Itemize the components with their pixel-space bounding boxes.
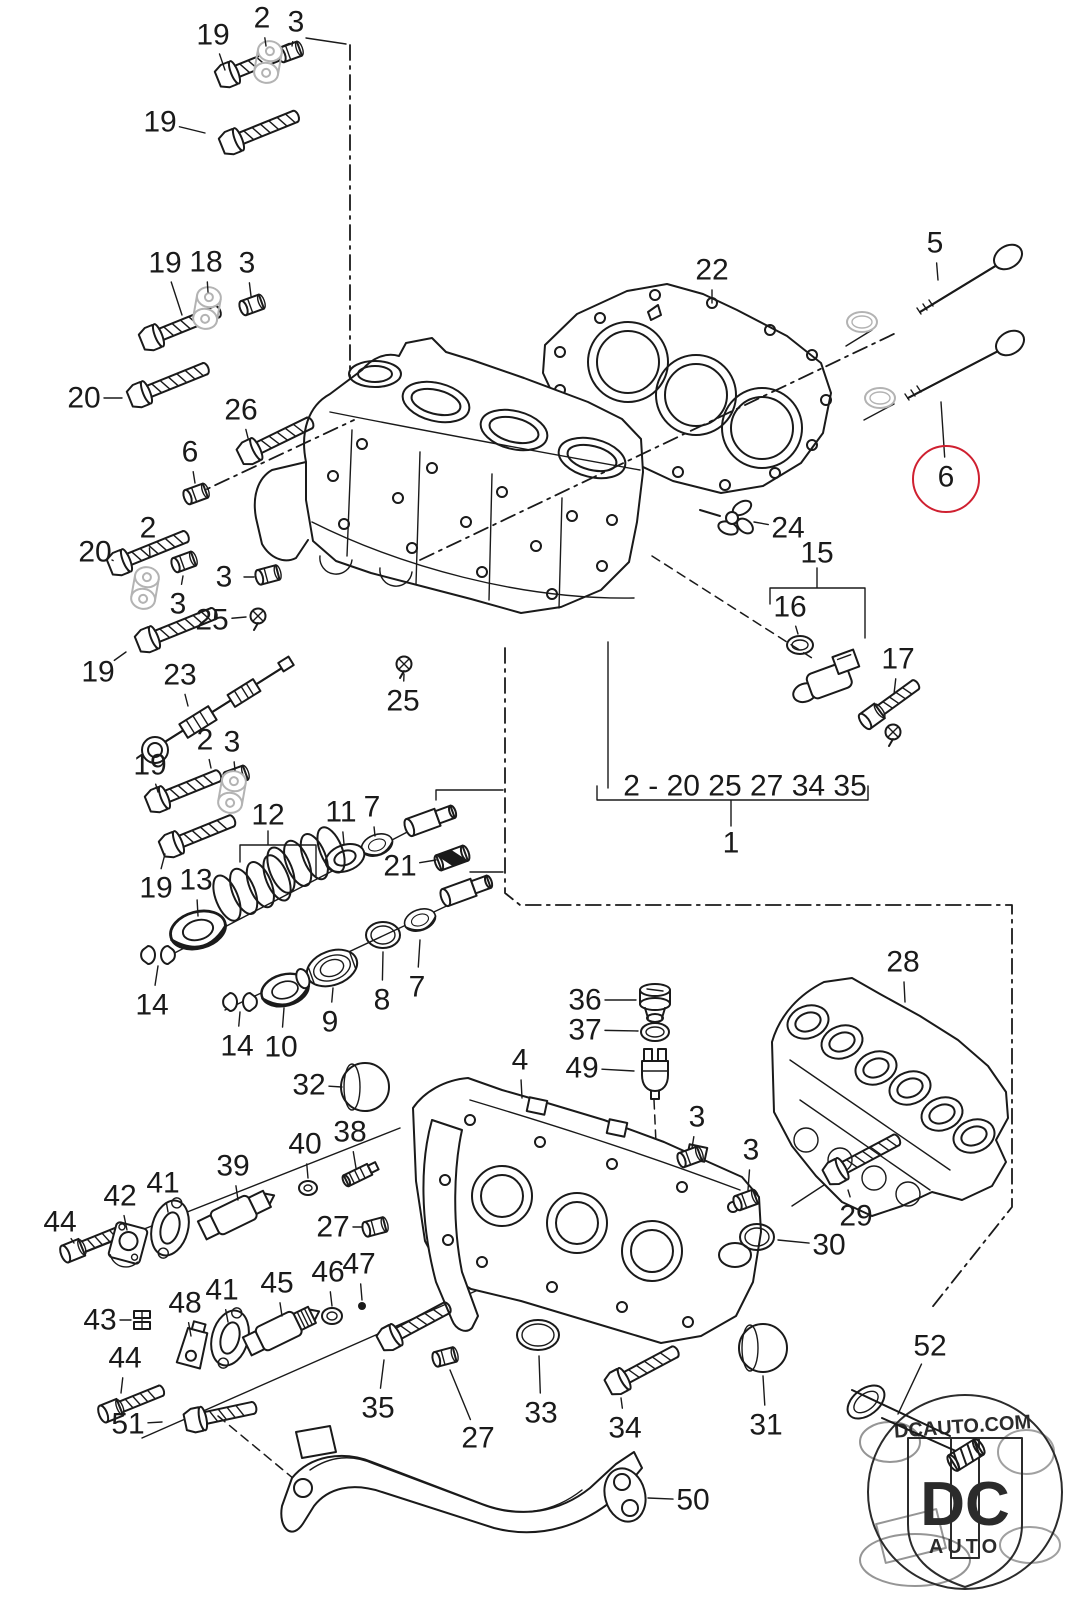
leader-line bbox=[602, 1069, 634, 1071]
callout-37: 37 bbox=[568, 1013, 602, 1047]
callout-18: 18 bbox=[189, 245, 223, 279]
callout-2---20-25-27-34-35: 2 - 20 25 27 34 35 bbox=[623, 769, 867, 803]
leader-line bbox=[382, 952, 383, 980]
leader-line bbox=[937, 263, 938, 280]
callout-32: 32 bbox=[292, 1068, 326, 1102]
callout-19: 19 bbox=[81, 655, 115, 689]
leader-line bbox=[112, 560, 113, 561]
callout-4: 4 bbox=[511, 1043, 529, 1077]
part-p bbox=[238, 294, 267, 317]
leader-line bbox=[121, 1378, 123, 1393]
leader-line bbox=[332, 988, 333, 1002]
callout-9: 9 bbox=[321, 1005, 339, 1039]
part-p bbox=[254, 564, 283, 585]
watermark-brand: DC bbox=[920, 1470, 1010, 1539]
part-s bbox=[251, 609, 266, 631]
callout-47: 47 bbox=[342, 1247, 376, 1281]
leader-line bbox=[280, 1303, 282, 1316]
leader-line bbox=[621, 1398, 622, 1408]
callout-3: 3 bbox=[688, 1100, 706, 1134]
part-c bbox=[401, 905, 438, 935]
leader-line bbox=[179, 127, 205, 133]
part-p bbox=[431, 1346, 460, 1367]
callout-29: 29 bbox=[839, 1199, 873, 1233]
callout-7: 7 bbox=[363, 790, 381, 824]
leader-line bbox=[207, 282, 208, 292]
callout-24: 24 bbox=[771, 511, 805, 545]
leader-line bbox=[292, 42, 293, 46]
leader-line bbox=[941, 402, 945, 457]
callout-51: 51 bbox=[111, 1407, 145, 1441]
callout-11: 11 bbox=[325, 795, 357, 829]
part-r bbox=[847, 312, 877, 332]
dc-auto-watermark bbox=[860, 1395, 1062, 1589]
leader-line bbox=[171, 282, 182, 315]
callout-3: 3 bbox=[169, 587, 187, 621]
callout-19: 19 bbox=[143, 105, 177, 139]
callout-19: 19 bbox=[133, 748, 167, 782]
callout-16: 16 bbox=[773, 590, 807, 624]
part-r bbox=[517, 1320, 559, 1350]
callout-44: 44 bbox=[43, 1205, 77, 1239]
valve-cover bbox=[413, 1078, 761, 1343]
part-b bbox=[183, 1395, 259, 1434]
leader-line bbox=[185, 694, 188, 706]
leader-line bbox=[197, 900, 198, 916]
part-f bbox=[785, 650, 864, 707]
leader-line bbox=[418, 940, 420, 967]
callout-3: 3 bbox=[287, 5, 305, 39]
callout-30: 30 bbox=[812, 1228, 846, 1262]
part-p bbox=[361, 1216, 390, 1237]
callout-3: 3 bbox=[742, 1133, 760, 1167]
leader-line bbox=[353, 1152, 356, 1168]
callout-23: 23 bbox=[163, 658, 197, 692]
part-g bbox=[145, 1193, 196, 1262]
part-b bbox=[375, 1296, 456, 1354]
part-r bbox=[299, 1181, 317, 1195]
part-o bbox=[640, 984, 670, 1022]
part-m bbox=[739, 1324, 787, 1372]
part-l bbox=[130, 565, 161, 611]
callout-2: 2 bbox=[196, 723, 214, 757]
callout-10: 10 bbox=[264, 1030, 298, 1064]
leader-line bbox=[148, 1422, 162, 1423]
callout-19: 19 bbox=[196, 18, 230, 52]
part-k bbox=[857, 676, 923, 731]
callout-25: 25 bbox=[195, 603, 229, 637]
callout-28: 28 bbox=[886, 945, 920, 979]
part-v bbox=[433, 844, 471, 871]
callout-45: 45 bbox=[260, 1266, 294, 1300]
callout-14: 14 bbox=[220, 1029, 254, 1063]
part-j bbox=[134, 1311, 150, 1329]
leader-line bbox=[605, 1030, 638, 1031]
part-p bbox=[170, 551, 199, 574]
part-s bbox=[886, 725, 901, 747]
callout-34: 34 bbox=[608, 1411, 642, 1445]
callout-8: 8 bbox=[373, 983, 391, 1017]
leader-line bbox=[155, 966, 158, 985]
callout-3: 3 bbox=[238, 246, 256, 280]
part-e bbox=[141, 946, 175, 964]
callout-3: 3 bbox=[215, 560, 233, 594]
callout-26: 26 bbox=[224, 393, 258, 427]
part-b bbox=[603, 1340, 684, 1398]
callout-13: 13 bbox=[179, 863, 213, 897]
part-w bbox=[402, 802, 458, 837]
callout-36: 36 bbox=[568, 983, 602, 1017]
leader-line bbox=[330, 1292, 332, 1306]
leader-line bbox=[420, 860, 436, 863]
callout-19: 19 bbox=[139, 871, 173, 905]
part-r bbox=[865, 388, 895, 408]
leader-line bbox=[796, 626, 798, 634]
callout-46: 46 bbox=[311, 1255, 345, 1289]
watermark-sub: AUTO bbox=[928, 1536, 1002, 1558]
leader-line bbox=[329, 1086, 342, 1087]
callout-20: 20 bbox=[78, 535, 112, 569]
leader-line bbox=[343, 832, 344, 844]
leader-line bbox=[307, 1164, 308, 1178]
callout-35: 35 bbox=[361, 1391, 395, 1425]
callout-19: 19 bbox=[148, 246, 182, 280]
part-y bbox=[642, 1049, 668, 1099]
leader-line bbox=[239, 1012, 240, 1026]
leader-line bbox=[193, 472, 195, 483]
leader-line bbox=[778, 1240, 809, 1243]
callout-3: 3 bbox=[223, 725, 241, 759]
callout-12: 12 bbox=[251, 798, 285, 832]
leader-line bbox=[182, 576, 183, 584]
leader-line bbox=[904, 982, 905, 1002]
leader-line bbox=[161, 854, 165, 869]
part-b bbox=[157, 809, 239, 861]
leader-line bbox=[283, 1008, 284, 1027]
part-w bbox=[438, 872, 494, 907]
callout-27: 27 bbox=[461, 1421, 495, 1455]
part-p bbox=[182, 483, 211, 506]
leader-line bbox=[648, 1498, 673, 1499]
leader-line bbox=[361, 1284, 362, 1300]
leader-line bbox=[149, 548, 150, 556]
watermark-url: DCAUTO.COM bbox=[893, 1411, 1032, 1443]
callout-5: 5 bbox=[926, 226, 944, 260]
part-e bbox=[223, 993, 257, 1011]
leader-line bbox=[114, 652, 126, 660]
callout-22: 22 bbox=[695, 253, 729, 287]
part-r bbox=[641, 1023, 669, 1041]
part-x bbox=[700, 498, 756, 537]
callout-38: 38 bbox=[333, 1115, 367, 1149]
callout-33: 33 bbox=[524, 1396, 558, 1430]
leader-line bbox=[521, 1080, 522, 1098]
callout-20: 20 bbox=[67, 381, 101, 415]
callout-48: 48 bbox=[168, 1286, 202, 1320]
part-n bbox=[242, 1300, 325, 1358]
callout-40: 40 bbox=[288, 1127, 322, 1161]
part-b bbox=[217, 104, 302, 157]
part-h bbox=[208, 852, 296, 925]
part-r bbox=[366, 922, 400, 948]
callout-27: 27 bbox=[316, 1210, 350, 1244]
leader-line bbox=[246, 429, 248, 438]
part-r bbox=[322, 1308, 342, 1324]
part-m bbox=[341, 1063, 389, 1111]
callout-41: 41 bbox=[146, 1166, 180, 1200]
leader-line bbox=[249, 283, 251, 296]
callout-17: 17 bbox=[881, 642, 915, 676]
callout-31: 31 bbox=[749, 1408, 783, 1442]
callout-25: 25 bbox=[386, 684, 420, 718]
callout-21: 21 bbox=[383, 849, 417, 883]
camshaft-carrier bbox=[772, 978, 1008, 1216]
leader-line bbox=[234, 762, 235, 770]
leader-line bbox=[232, 617, 246, 618]
callout-49: 49 bbox=[565, 1051, 599, 1085]
leader-line bbox=[539, 1356, 540, 1393]
callout-7: 7 bbox=[408, 970, 426, 1004]
callout-1: 1 bbox=[722, 826, 740, 860]
part-u bbox=[341, 1160, 380, 1187]
callout-43: 43 bbox=[83, 1303, 117, 1337]
part-b bbox=[125, 356, 212, 410]
callout-42: 42 bbox=[103, 1179, 137, 1213]
callout-15: 15 bbox=[800, 536, 834, 570]
callout-44: 44 bbox=[108, 1341, 142, 1375]
leader-line bbox=[754, 522, 768, 525]
callout-2: 2 bbox=[253, 1, 271, 35]
callout-6: 6 bbox=[937, 460, 955, 494]
callout-6: 6 bbox=[181, 435, 199, 469]
leader-line bbox=[380, 1360, 384, 1388]
callout-2: 2 bbox=[139, 511, 157, 545]
leader-line bbox=[209, 760, 211, 768]
leader-line bbox=[763, 1376, 765, 1405]
leader-line bbox=[374, 827, 375, 836]
callout-14: 14 bbox=[135, 988, 169, 1022]
callout-39: 39 bbox=[216, 1149, 250, 1183]
callout-41: 41 bbox=[205, 1273, 239, 1307]
callout-52: 52 bbox=[913, 1329, 947, 1363]
part-d bbox=[358, 1302, 366, 1310]
callout-50: 50 bbox=[676, 1483, 710, 1517]
part-z bbox=[177, 1320, 212, 1369]
leader-line bbox=[450, 1370, 470, 1420]
